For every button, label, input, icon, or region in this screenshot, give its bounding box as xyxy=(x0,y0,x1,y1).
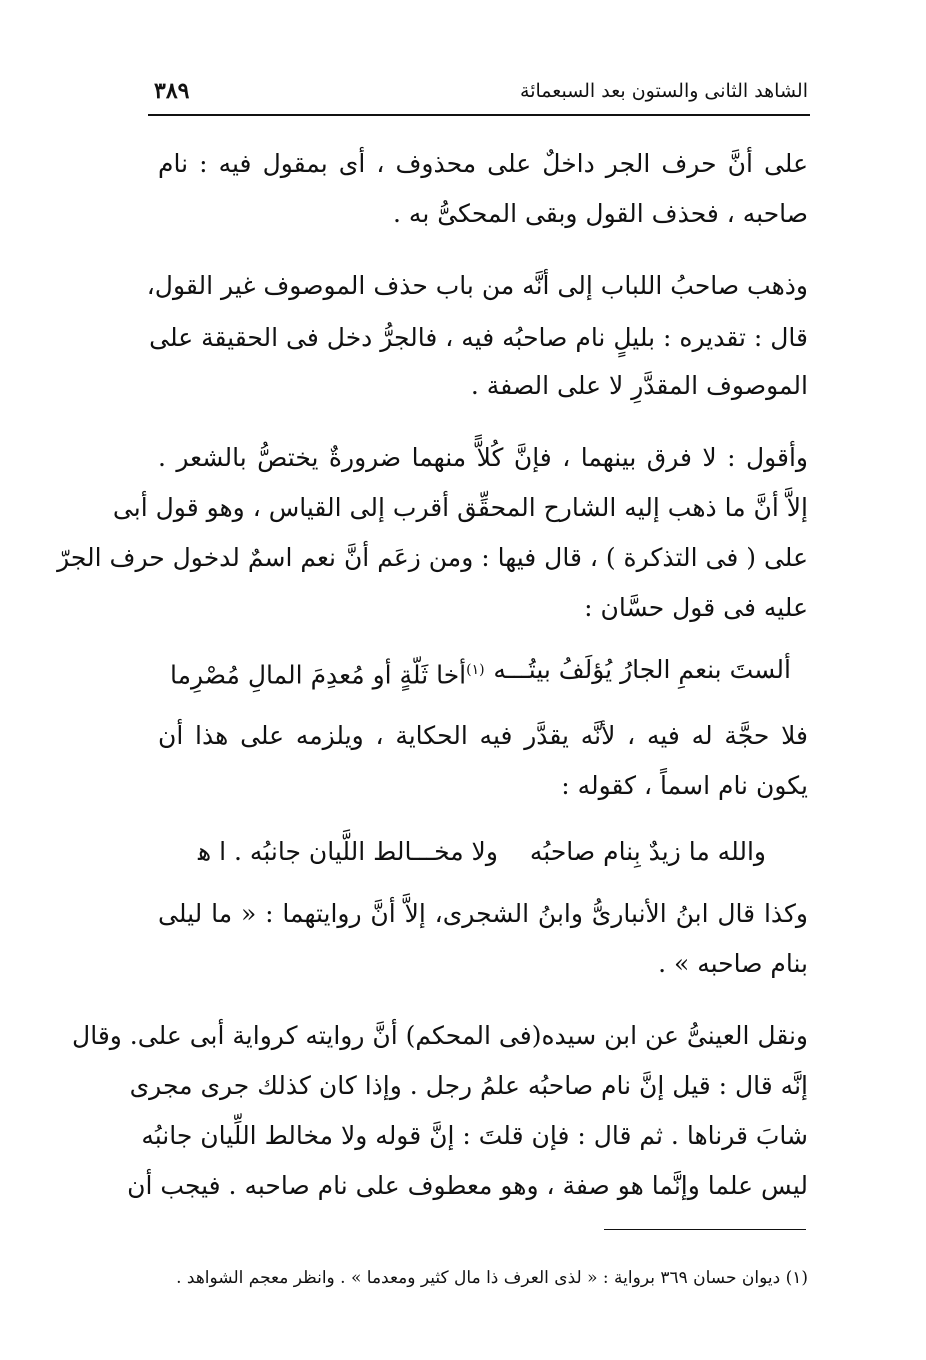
text-line: ونقل العينىُّ عن ابن سيده(فى المحكم) أنَّ روايته كرواية أبى على. وقال xyxy=(72,1021,808,1050)
header-rule xyxy=(148,114,810,116)
text-line: بنام صاحبه » . xyxy=(658,949,808,978)
text-line: وأقول : لا فرق بينهما ، فإنَّ كُلاًّ منهما ضرورةٌ يختصُّ بالشعر . xyxy=(158,443,808,472)
text-line: إلاَّ أنَّ ما ذهب إليه الشارح المحقِّق أقرب إلى القياس ، وهو قول أبى xyxy=(112,493,808,522)
footnote-reference: (١) xyxy=(466,662,485,678)
verse-hemistich-first: ألستَ بنعمِ الجارُ يُؤلَفُ بيتُـــه xyxy=(493,655,791,684)
text-line: صاحبه ، فحذف القول وبقى المحكىُّ به . xyxy=(393,199,808,228)
text-line: وذهب صاحبُ اللباب إلى أنَّه من باب حذف الموصوف غير القول، xyxy=(146,271,808,300)
text-line: إنَّه قال : قيل إنَّ نام صاحبُه علمُ رجل . وإذا كان كذلك جرى مجرى xyxy=(129,1071,808,1100)
text-line: يكون نام اسماً ، كقوله : xyxy=(561,771,808,800)
text-line: الموصوف المقدَّرِ لا على الصفة . xyxy=(470,371,808,400)
verse-hemistich-second: ولا مخـــالط اللَّيان جانبُه . ا ﻫ xyxy=(198,837,498,866)
verse-hemistich-second xyxy=(170,652,485,693)
verse-second-text: أخا ثَلّةٍ أو مُعدِمَ المالِ مُصْرِما xyxy=(170,660,467,690)
page-number: ٣٨٩ xyxy=(154,78,190,104)
text-line: على أنَّ حرف الجر داخلٌ على محذوف ، أى بمقول فيه : نام xyxy=(158,149,808,178)
text-line: قال : تقديره : بليلٍ نام صاحبُه فيه ، فالجرُّ دخل فى الحقيقة على xyxy=(149,323,808,352)
text-line: وكذا قال ابنُ الأنبارىُّ وابنُ الشجرى، إلاَّ أنَّ روايتهما : « ما ليلى xyxy=(158,899,808,928)
text-line: عليه فى قول حسَّان : xyxy=(584,593,808,622)
text-line: شابَ قرناها . ثم قال : فإن قلتَ : إنَّ قوله ولا مخالط اللِّيان جانبُه xyxy=(141,1121,808,1150)
footnote: (١) ديوان حسان ٣٦٩ برواية : « لذى العرف ذا مال كثير ومعدما » . وانظر معجم الشواهد . xyxy=(176,1268,808,1288)
text-line: فلا حجَّة له فيه ، لأنَّه يقدَّر فيه الحكاية ، ويلزمه على هذا أن xyxy=(158,721,808,750)
header-title: الشاهد الثانى والستون بعد السبعمائة xyxy=(520,80,808,102)
footnote-rule xyxy=(604,1229,806,1230)
text-line: على ( فى التذكرة ) ، قال فيها : ومن زعَم أنَّ نعم اسمٌ لدخول حرف الجرّ xyxy=(57,543,808,572)
verse-hemistich-first: والله ما زيدٌ بِنام صاحبُه xyxy=(529,837,766,866)
text-line: ليس علما وإنَّما هو صفة ، وهو معطوف على نام صاحبه . فيجب أن xyxy=(127,1171,808,1200)
running-header xyxy=(148,78,808,114)
